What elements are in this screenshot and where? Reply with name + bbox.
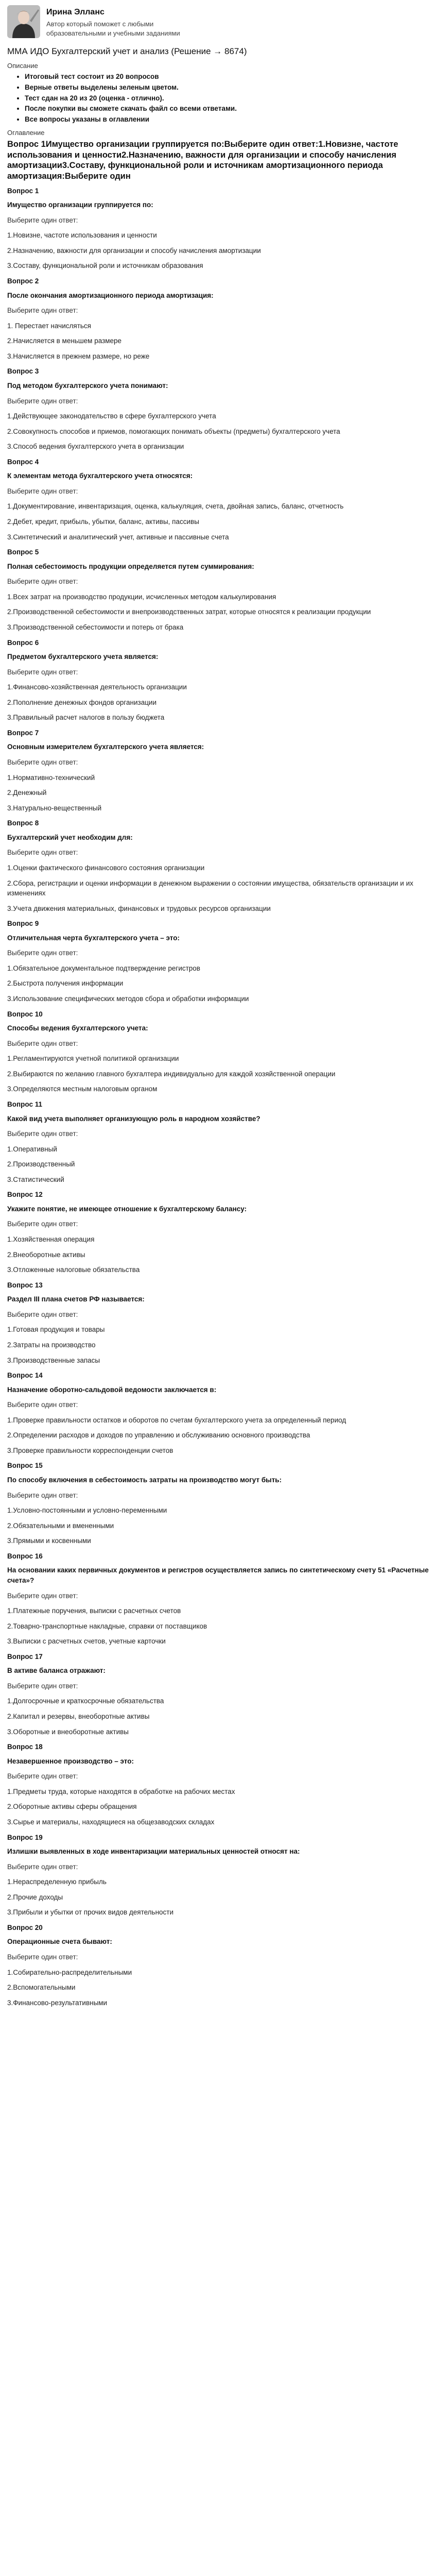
answer-option: 3.Определяются местным налоговым органом bbox=[7, 1085, 158, 1093]
question-block bbox=[7, 919, 429, 1004]
description-item: • После покупки вы сможете скачать файл со всеми ответами. bbox=[25, 104, 429, 114]
question-number: Вопрос 3 bbox=[7, 367, 39, 376]
answer-hint: Выберите один ответ: bbox=[7, 1862, 78, 1871]
description-item: • Верные ответы выделены зеленым цветом. bbox=[25, 82, 429, 93]
answer-hint: Выберите один ответ: bbox=[7, 1130, 78, 1138]
question-number: Вопрос 14 bbox=[7, 1371, 43, 1380]
question-number: Вопрос 19 bbox=[7, 1833, 43, 1841]
answer-option: 3.Начисляется в прежнем размере, но реже bbox=[7, 352, 150, 360]
question-text: Какой вид учета выполняет организующую роль в народном хозяйстве? bbox=[7, 1114, 260, 1123]
author-description: Автор который поможет с любыми образовательными и учебными заданиями bbox=[46, 20, 180, 37]
document-title: ММА ИДО Бухгалтерский учет и анализ (Решение → 8674) bbox=[7, 46, 247, 56]
answer-option: 3.Прямыми и косвенными bbox=[7, 1537, 91, 1545]
answer-option: 1.Всех затрат на производство продукции, исчисленных методом калькулирования bbox=[7, 592, 276, 601]
author-card bbox=[7, 5, 429, 38]
answer-option: 1.Регламентируются учетной политикой организации bbox=[7, 1055, 179, 1063]
question-text: Способы ведения бухгалтерского учета: bbox=[7, 1024, 148, 1032]
question-number: Вопрос 4 bbox=[7, 457, 39, 466]
answer-hint: Выберите один ответ: bbox=[7, 1772, 78, 1781]
answer-option: 1.Обязательное документальное подтверждение регистров bbox=[7, 964, 200, 972]
toc-text: Вопрос 1Имущество организации группируется по:Выберите один ответ:1.Новизне, частоте использования и ценности2.Назначению, важности для организации и способу начисления амортизации3.Составу, функциональной роли и источникам амортизационного периода амортизация:Выберите один bbox=[7, 140, 398, 181]
question-text: После окончания амортизационного периода амортизация: bbox=[7, 291, 214, 299]
answer-option: 2.Определении расходов и доходов по управлению и обслуживанию основного производства bbox=[7, 1431, 310, 1439]
question-text: Операционные счета бывают: bbox=[7, 1938, 112, 1946]
answer-option: 3.Выписки с расчетных счетов, учетные карточки bbox=[7, 1637, 166, 1646]
description-item: • Итоговый тест состоит из 20 вопросов bbox=[25, 72, 429, 82]
answer-option: 2.Капитал и резервы, внеоборотные активы bbox=[7, 1713, 150, 1721]
description-list bbox=[7, 72, 429, 124]
question-block bbox=[7, 1280, 429, 1365]
answer-option: 1.Действующее законодательство в сфере бухгалтерского учета bbox=[7, 412, 216, 420]
answer-option: 2.Затраты на производство bbox=[7, 1341, 96, 1349]
answer-option: 1.Собирательно-распределительными bbox=[7, 1968, 132, 1976]
answer-option: 2.Производственный bbox=[7, 1160, 75, 1168]
question-block bbox=[7, 366, 429, 451]
answer-option: 2.Быстрота получения информации bbox=[7, 979, 124, 988]
question-text: Излишки выявленных в ходе инвентаризации материальных ценностей относят на: bbox=[7, 1848, 300, 1856]
answer-option: 1.Готовая продукция и товары bbox=[7, 1326, 105, 1334]
question-text: Назначение оборотно-сальдовой ведомости заключается в: bbox=[7, 1385, 217, 1394]
avatar[interactable] bbox=[7, 5, 40, 38]
answer-option: 3.Учета движения материальных, финансовых и трудовых ресурсов организации bbox=[7, 904, 271, 912]
question-number: Вопрос 11 bbox=[7, 1100, 42, 1108]
question-number: Вопрос 13 bbox=[7, 1281, 43, 1289]
description-label: Описание bbox=[7, 61, 38, 70]
answer-option: 2.Вспомогательными bbox=[7, 1984, 76, 1992]
question-number: Вопрос 9 bbox=[7, 920, 39, 928]
answer-option: 1.Условно-постоянными и условно-переменными bbox=[7, 1506, 167, 1515]
question-block bbox=[7, 1833, 429, 1918]
question-text: В активе баланса отражают: bbox=[7, 1667, 106, 1675]
answer-option: 2.Оборотные активы сферы обращения bbox=[7, 1803, 137, 1811]
answer-option: 1.Оперативный bbox=[7, 1145, 57, 1153]
answer-option: 1.Новизне, частоте использования и ценности bbox=[7, 231, 157, 240]
question-number: Вопрос 5 bbox=[7, 548, 39, 556]
answer-option: 2.Сбора, регистрации и оценки информации в денежном выражении о состоянии имущества, обязательств организации и их изменениях bbox=[7, 879, 413, 897]
question-text: Под методом бухгалтерского учета понимают: bbox=[7, 381, 168, 389]
question-number: Вопрос 2 bbox=[7, 277, 39, 285]
answer-option: 2.Прочие доходы bbox=[7, 1893, 63, 1901]
question-text: Отличительная черта бухгалтерского учета – это: bbox=[7, 934, 180, 942]
answer-option: 1.Финансово-хозяйственная деятельность организации bbox=[7, 683, 187, 691]
question-block bbox=[7, 1190, 429, 1275]
description-item: • Тест сдан на 20 из 20 (оценка - отлично). bbox=[25, 93, 429, 104]
question-block bbox=[7, 186, 429, 271]
question-block bbox=[7, 728, 429, 813]
question-block bbox=[7, 638, 429, 723]
question-text: Имущество организации группируется по: bbox=[7, 201, 153, 209]
answer-option: 3.Оборотные и внеоборотные активы bbox=[7, 1727, 129, 1736]
answer-option: 1. Перестает начисляться bbox=[7, 321, 91, 330]
toc-label: Оглавление bbox=[7, 129, 45, 137]
question-block bbox=[7, 1551, 429, 1647]
answer-hint: Выберите один ответ: bbox=[7, 397, 78, 405]
question-number: Вопрос 7 bbox=[7, 728, 39, 737]
answer-option: 2.Денежный bbox=[7, 789, 47, 797]
answer-option: 3.Финансово-результативными bbox=[7, 1998, 108, 2007]
answer-hint: Выберите один ответ: bbox=[7, 1220, 78, 1228]
answer-option: 2.Обязательными и вмененными bbox=[7, 1521, 114, 1530]
answer-option: 1.Платежные поручения, выписки с расчетных счетов bbox=[7, 1607, 181, 1615]
answer-option: 3.Способ ведения бухгалтерского учета в организации bbox=[7, 443, 184, 451]
question-text: Укажите понятие, не имеющее отношение к бухгалтерскому балансу: bbox=[7, 1205, 247, 1213]
question-text: К элементам метода бухгалтерского учета относятся: bbox=[7, 472, 193, 480]
answer-hint: Выберите один ответ: bbox=[7, 487, 78, 495]
question-block bbox=[7, 457, 429, 542]
answer-option: 3.Отложенные налоговые обязательства bbox=[7, 1266, 140, 1274]
answer-option: 1.Проверке правильности остатков и оборотов по счетам бухгалтерского учета за определенный период bbox=[7, 1416, 346, 1424]
answer-option: 2.Назначению, важности для организации и способу начисления амортизации bbox=[7, 246, 261, 255]
answer-option: 3.Производственной себестоимости и потерь от брака bbox=[7, 623, 184, 631]
answer-hint: Выберите один ответ: bbox=[7, 216, 78, 224]
answer-option: 2.Дебет, кредит, прибыль, убытки, баланс, активы, пассивы bbox=[7, 518, 199, 526]
question-text: Основным измерителем бухгалтерского учета является: bbox=[7, 743, 204, 751]
question-text: По способу включения в себестоимость затраты на производство могут быть: bbox=[7, 1476, 282, 1484]
question-block bbox=[7, 1009, 429, 1094]
answer-hint: Выберите один ответ: bbox=[7, 1310, 78, 1318]
question-text: Предметом бухгалтерского учета является: bbox=[7, 653, 159, 661]
answer-option: 2.Пополнение денежных фондов организации bbox=[7, 698, 157, 706]
question-number: Вопрос 17 bbox=[7, 1652, 43, 1660]
question-text: На основании каких первичных документов и регистров осуществляется запись по синтетическому счету 51 «Расчетные счета»? bbox=[7, 1566, 429, 1584]
description-item: • Все вопросы указаны в оглавлении bbox=[25, 114, 429, 125]
question-block bbox=[7, 547, 429, 632]
question-block bbox=[7, 1923, 429, 2008]
question-number: Вопрос 16 bbox=[7, 1552, 43, 1560]
answer-option: 3.Составу, функциональной роли и источникам образования bbox=[7, 262, 203, 270]
question-text: Раздел III плана счетов РФ называется: bbox=[7, 1295, 145, 1303]
question-block bbox=[7, 1742, 429, 1827]
author-info bbox=[46, 5, 196, 38]
question-block bbox=[7, 1461, 429, 1546]
answer-option: 1.Предметы труда, которые находятся в обработке на рабочих местах bbox=[7, 1787, 235, 1795]
question-number: Вопрос 12 bbox=[7, 1191, 43, 1199]
question-number: Вопрос 20 bbox=[7, 1923, 43, 1931]
answer-option: 3.Производственные запасы bbox=[7, 1356, 100, 1364]
question-block bbox=[7, 1099, 429, 1184]
answer-option: 3.Правильный расчет налогов в пользу бюджета bbox=[7, 714, 165, 722]
answer-option: 2.Начисляется в меньшем размере bbox=[7, 337, 122, 345]
answer-option: 1.Оценки фактического финансового состояния организации bbox=[7, 863, 205, 872]
answer-option: 3.Использование специфических методов сбора и обработки информации bbox=[7, 995, 249, 1003]
answer-hint: Выберите один ответ: bbox=[7, 1953, 78, 1961]
answer-hint: Выберите один ответ: bbox=[7, 849, 78, 857]
answer-option: 2.Производственной себестоимости и внепроизводственных затрат, которые относятся к реализации продукции bbox=[7, 608, 371, 616]
questions-list bbox=[7, 186, 429, 2008]
answer-hint: Выберите один ответ: bbox=[7, 949, 78, 957]
question-block bbox=[7, 1370, 429, 1455]
question-number: Вопрос 6 bbox=[7, 638, 39, 647]
answer-option: 3.Статистический bbox=[7, 1175, 64, 1183]
question-number: Вопрос 18 bbox=[7, 1743, 43, 1751]
question-text: Незавершенное производство – это: bbox=[7, 1757, 134, 1765]
answer-option: 3.Натурально-вещественный bbox=[7, 804, 102, 812]
answer-hint: Выберите один ответ: bbox=[7, 668, 78, 676]
question-text: Бухгалтерский учет необходим для: bbox=[7, 833, 133, 841]
answer-option: 1.Нераспределенную прибыль bbox=[7, 1878, 107, 1886]
question-text: Полная себестоимость продукции определяется путем суммирования: bbox=[7, 562, 254, 570]
answer-option: 3.Синтетический и аналитический учет, активные и пассивные счета bbox=[7, 533, 229, 541]
answer-option: 1.Хозяйственная операция bbox=[7, 1235, 95, 1244]
question-number: Вопрос 8 bbox=[7, 819, 39, 827]
question-number: Вопрос 10 bbox=[7, 1010, 43, 1018]
answer-option: 3.Сырье и материалы, находящиеся на общезаводских складах bbox=[7, 1818, 215, 1826]
answer-option: 3.Проверке правильности корреспонденции счетов bbox=[7, 1446, 173, 1454]
answer-hint: Выберите один ответ: bbox=[7, 1039, 78, 1047]
answer-hint: Выберите один ответ: bbox=[7, 1491, 78, 1499]
answer-hint: Выберите один ответ: bbox=[7, 758, 78, 767]
answer-option: 2.Выбираются по желанию главного бухгалтера индивидуально для каждой хозяйственной операции bbox=[7, 1070, 336, 1078]
question-number: Вопрос 15 bbox=[7, 1462, 43, 1470]
answer-hint: Выберите один ответ: bbox=[7, 307, 78, 315]
answer-hint: Выберите один ответ: bbox=[7, 1401, 78, 1409]
answer-option: 2.Товарно-транспортные накладные, справки от поставщиков bbox=[7, 1622, 207, 1630]
answer-option: 2.Совокупность способов и приемов, помогающих понимать объекты (предметы) бухгалтерского учета bbox=[7, 427, 340, 435]
answer-option: 3.Прибыли и убытки от прочих видов деятельности bbox=[7, 1908, 174, 1917]
question-block bbox=[7, 818, 429, 913]
author-name[interactable]: Ирина Элланс bbox=[46, 8, 104, 16]
question-block bbox=[7, 276, 429, 361]
answer-option: 1.Долгосрочные и краткосрочные обязательства bbox=[7, 1697, 164, 1705]
answer-hint: Выберите один ответ: bbox=[7, 1591, 78, 1600]
answer-hint: Выберите один ответ: bbox=[7, 1682, 78, 1690]
answer-option: 2.Внеоборотные активы bbox=[7, 1250, 85, 1259]
question-number: Вопрос 1 bbox=[7, 187, 39, 195]
answer-option: 1.Документирование, инвентаризация, оценка, калькуляция, счета, двойная запись, баланс, отчетность bbox=[7, 502, 344, 511]
answer-hint: Выберите один ответ: bbox=[7, 578, 78, 586]
question-block bbox=[7, 1652, 429, 1737]
answer-option: 1.Нормативно-технический bbox=[7, 773, 95, 782]
